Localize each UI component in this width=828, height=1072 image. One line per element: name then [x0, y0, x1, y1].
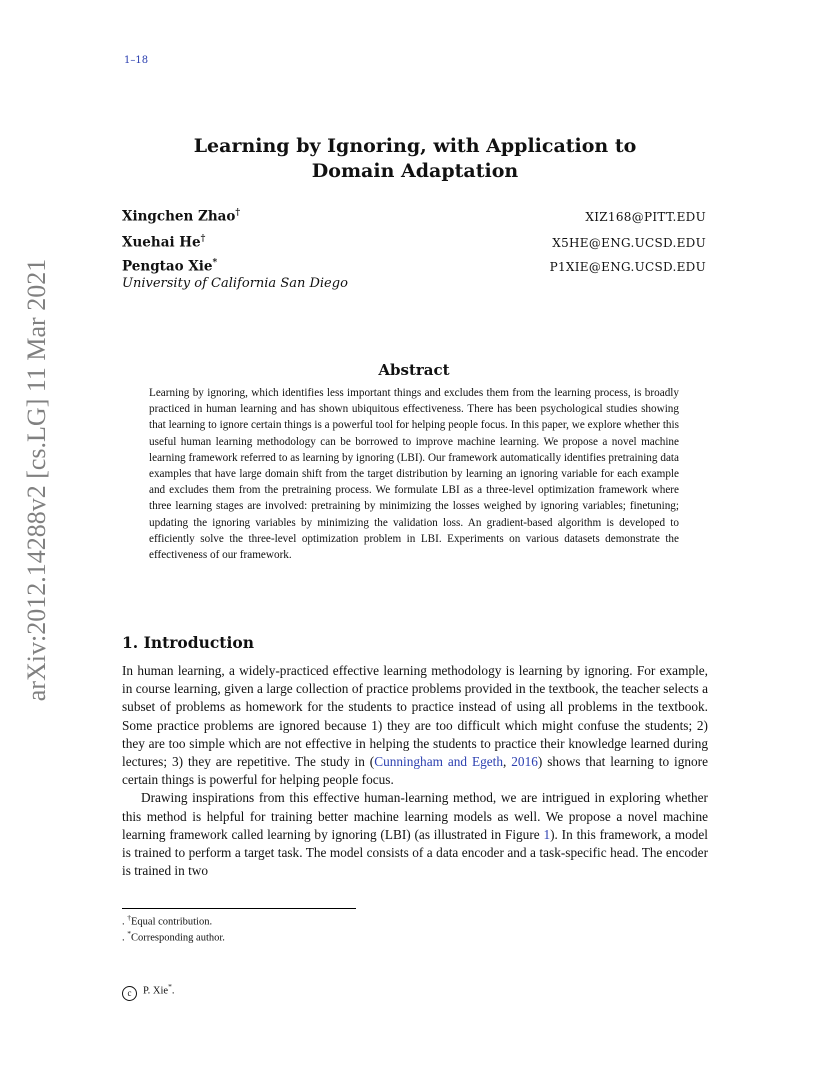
footnote-text: Corresponding author. [131, 932, 225, 944]
author-email: X5HE@ENG.UCSD.EDU [552, 236, 706, 250]
footnote-rule [122, 908, 356, 909]
paragraph [122, 789, 708, 880]
copyright-notice [122, 982, 174, 1001]
figure-link[interactable]: 1 [543, 826, 551, 842]
copyright-icon: c [122, 986, 137, 1001]
section-heading: 1. Introduction [122, 633, 254, 652]
author-mark: † [235, 208, 241, 218]
paper-title: Learning by Ignoring, with Application to Domain Adaptation [193, 135, 637, 182]
footnote-text: Equal contribution. [131, 916, 213, 928]
copyright-end: . [171, 985, 175, 997]
copyright-holder: P. Xie [143, 985, 169, 997]
affiliation: University of California San Diego [122, 276, 348, 291]
paragraph [122, 662, 708, 789]
paragraph-text: Drawing inspirations from this effective human-learning method, we are intrigued in exploring whether this method is helpful for training better machine learning models as well. We propose a novel machine learning framework called learning by ignoring (LBI) (as illustrated in Figure [122, 790, 708, 842]
author-name [122, 208, 240, 225]
footnote [122, 929, 225, 944]
paragraph-text: ). In this framework, a model is trained to perform a target task. The model consists of a data encoder and a task-specific head. The encoder is trained in two [122, 826, 708, 879]
citation-link[interactable] [374, 754, 503, 769]
copyright-mark: * [168, 982, 172, 991]
citation-authors: Cunningham and Egeth [374, 754, 504, 770]
footnote-mark: * [127, 929, 131, 938]
citation-separator: , [503, 754, 512, 770]
citation-year-link[interactable]: 2016 [511, 754, 538, 770]
author-name-text: Xuehai He [122, 234, 201, 251]
footnote-bullet: . [122, 932, 125, 944]
author-mark: * [212, 258, 218, 268]
arxiv-identifier: arXiv:2012.14288v2 [cs.LG] 11 Mar 2021 [22, 258, 51, 702]
author-name [122, 258, 217, 275]
author-name [122, 234, 205, 251]
author-name-text: Pengtao Xie [122, 258, 213, 275]
section-body [122, 662, 708, 880]
abstract-heading: Abstract [378, 361, 450, 379]
paragraph-text: In human learning, a widely-practiced effective learning methodology is learning by ignoring. For example, in course learning, given a large collection of practice problems provided in the textbook, the teacher selects a subset of problems as homework for the students to practice instead of using all problems in the textbook. Some practice problems are ignored because 1) they are too difficult which might confuse the students; 2) they are too simple which are not effective in helping the students to practice their knowledge learned during lectures; 3) they are repetitive. The study in ( [122, 663, 708, 770]
author-mark: † [200, 234, 206, 244]
abstract-text: Learning by ignoring, which identifies less important things and excludes them from the learning process, is broadly practiced in human learning and has shown ubiquitous effectiveness. There has been psychological studies showing that learning to ignore certain things is a powerful tool for helping people focus. In this paper, we explore whether this useful human learning methodology can be borrowed to improve machine learning. We propose a novel machine learning framework referred to as learning by ignoring (LBI). Our framework automatically identifies pretraining data examples that have large domain shift from the target distribution by learning an ignoring variable for each example and excludes them from the pretraining process. We formulate LBI as a three-level optimization framework where three learning stages are involved: pretraining by minimizing the losses weighed by ignoring variables; finetuning; updating the ignoring variables by minimizing the validation loss. An gradient-based algorithm is developed to efficiently solve the three-level optimization problem in LBI. Experiments on various datasets demonstrate the effectiveness of our framework. [149, 387, 679, 562]
footnote [122, 913, 212, 928]
paragraph-text: ) shows that learning to ignore certain things is powerful for helping people focus. [122, 754, 709, 788]
page-range: 1–18 [124, 55, 149, 66]
author-email: P1XIE@ENG.UCSD.EDU [549, 260, 706, 274]
footnote-mark: † [127, 913, 131, 922]
author-email: XIZ168@PITT.EDU [585, 210, 706, 224]
author-name-text: Xingchen Zhao [122, 208, 236, 225]
footnote-bullet: . [122, 916, 125, 928]
